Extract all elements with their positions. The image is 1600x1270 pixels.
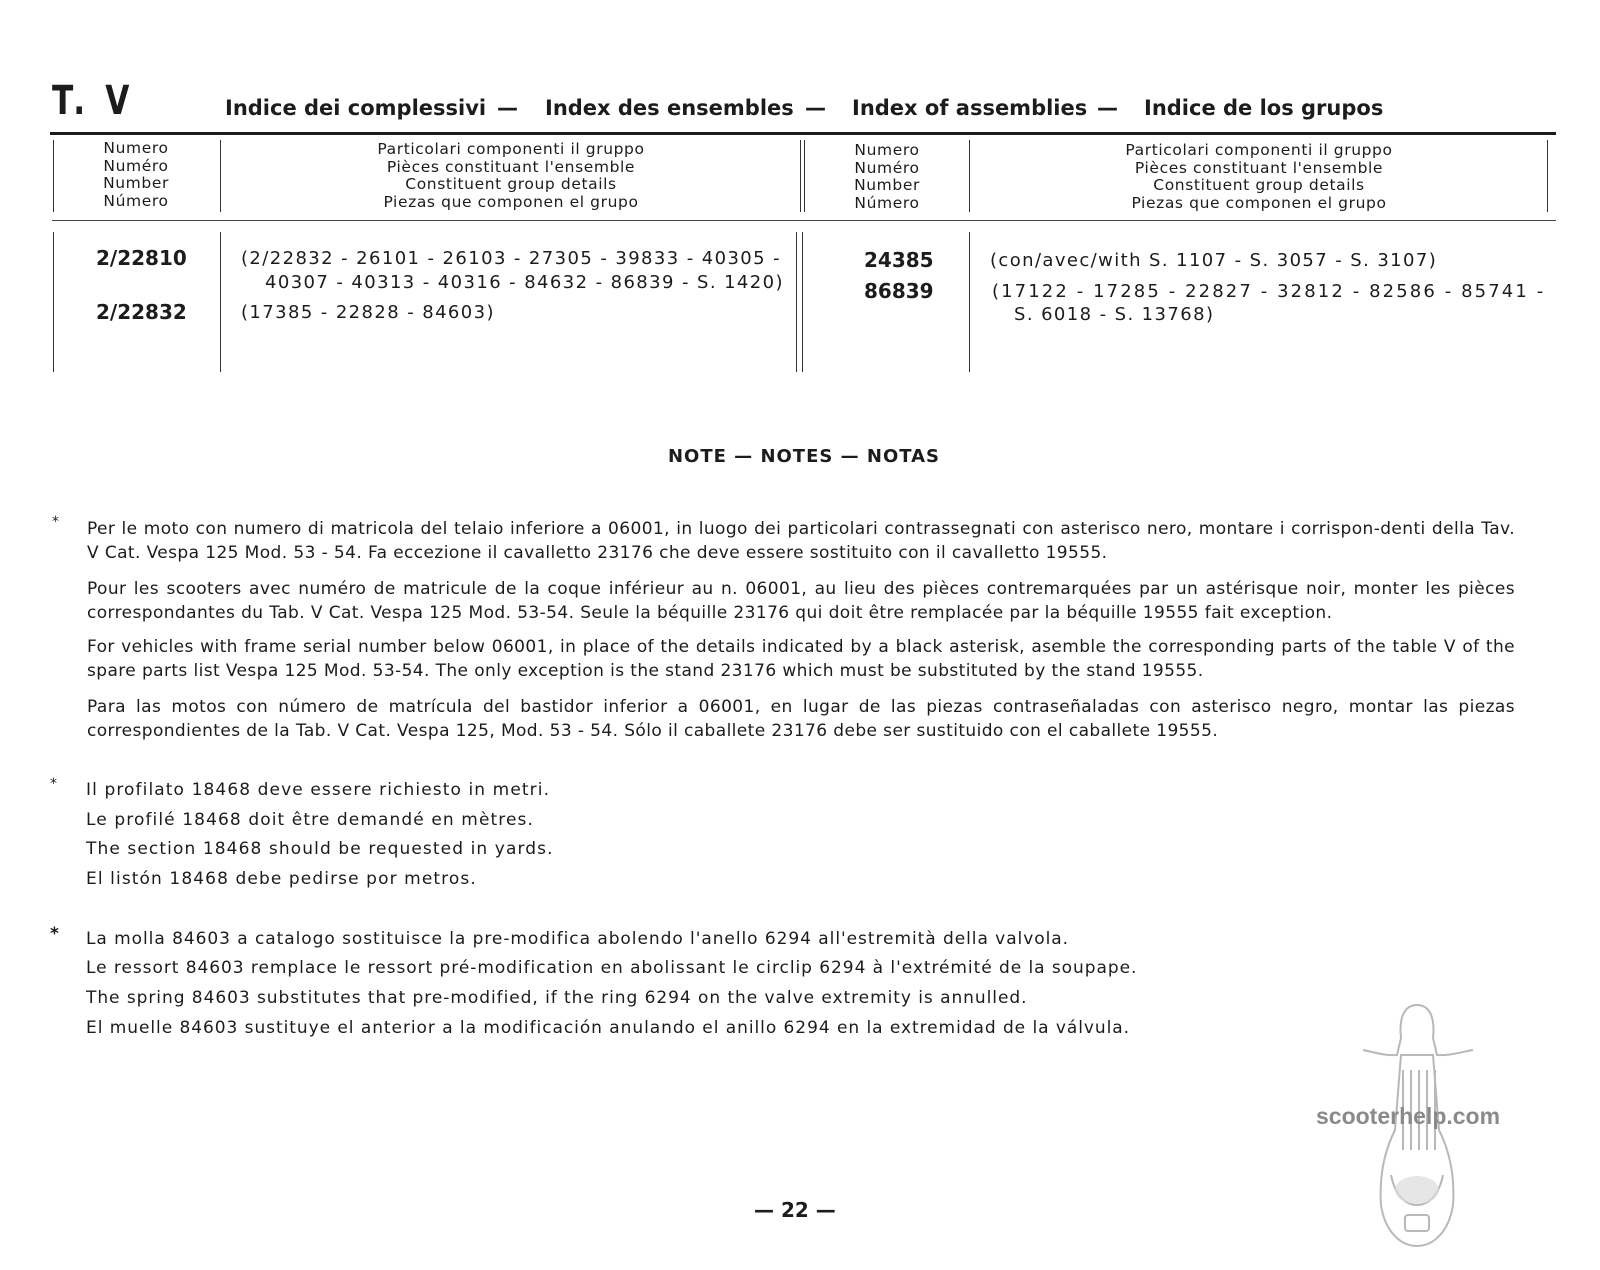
title-dash: — <box>805 96 826 120</box>
column-divider <box>804 140 805 212</box>
note-line: The section 18468 should be requested in yards. <box>86 839 554 859</box>
assembly-number: 24385 <box>864 248 934 272</box>
note-line: El muelle 84603 sustituye el anterior a la modificación anulando el anillo 6294 en la extremidad de la válvula. <box>86 1018 1131 1038</box>
assembly-parts: 40307 - 40313 - 40316 - 84632 - 86839 - S. 1420) <box>265 272 784 293</box>
title-dash: — <box>1097 96 1118 120</box>
heading-line: Numero <box>103 139 169 157</box>
column-divider <box>53 140 54 212</box>
heading-line: Número <box>103 191 169 210</box>
notes-title: NOTE — NOTES — NOTAS <box>667 446 941 467</box>
note-line: The spring 84603 substitutes that pre-modified, if the ring 6294 on the valve extremity is annulled. <box>86 988 1028 1008</box>
column-divider <box>53 232 54 372</box>
assembly-parts: (17385 - 22828 - 84603) <box>241 302 495 323</box>
heading-line: Particolari componenti il gruppo <box>1125 141 1393 159</box>
heading-line: Particolari componenti il gruppo <box>377 140 645 158</box>
number-column-header <box>810 142 964 212</box>
column-divider <box>220 140 221 212</box>
heading-line: Pièces constituant l'ensemble <box>1134 158 1384 177</box>
note-line: Il profilato 18468 deve essere richiesto in metri. <box>86 780 551 800</box>
assembly-parts: (con/avec/with S. 1107 - S. 3057 - S. 3107) <box>990 250 1438 271</box>
asterisk-marker: * <box>50 924 59 944</box>
note-paragraph: Para las motos con número de matrícula del bastidor inferior a 06001, en lugar de las piezas contraseñaladas con asterisco negro, montar las piezas correspondientes de la Tab. V Cat. Vespa 125, Mod. 53 - 54. Sólo il caballete 23176 debe ser sustituido con el caballete 19555. <box>87 697 1515 741</box>
heading-line: Piezas que componen el grupo <box>383 192 639 211</box>
title-dash: — <box>497 96 518 120</box>
column-divider <box>800 140 801 212</box>
heading-line: Numero <box>854 141 920 159</box>
assembly-parts: S. 6018 - S. 13768) <box>1014 304 1215 325</box>
note-line: Le profilé 18468 doit être demandé en mètres. <box>86 810 535 830</box>
header-rule <box>50 132 1556 135</box>
note-line: La molla 84603 a catalogo sostituisce la pre-modifica abolendo l'anello 6294 all'estremità della valvola. <box>86 929 1069 949</box>
title-italian: Indice dei complessivi <box>225 96 487 120</box>
note-paragraph: For vehicles with frame serial number below 06001, in place of the details indicated by a black asterisk, asemble the corresponding parts of the table V of the spare parts list Vespa 125 Mod. 53-54. The only exception is the stand 23176 which must be substituted by the stand 19555. <box>87 637 1515 681</box>
heading-line: Number <box>854 176 920 194</box>
note-line: Le ressort 84603 remplace le ressort pré-modification en abolissant le circlip 6294 à l'extrémité de la soupape. <box>86 958 1138 978</box>
heading-line: Numéro <box>854 158 920 177</box>
assembly-parts: (17122 - 17285 - 22827 - 32812 - 82586 - 85741 - <box>992 281 1546 302</box>
heading-line: Pièces constituant l'ensemble <box>386 157 636 176</box>
table-id: T. V <box>52 78 135 124</box>
note-paragraph: Per le moto con numero di matricola del telaio inferiore a 06001, in luogo dei particolari contrassegnati con asterisco nero, montare i corrispon-denti della Tav. V Cat. Vespa 125 Mod. 53 - 54. Fa eccezione il cavalletto 23176 che deve essere sostituito con il cavalletto 19555. <box>87 519 1515 563</box>
heading-line: Constituent group details <box>405 175 617 193</box>
title-english: Index of assemblies <box>852 96 1088 120</box>
heading-line: Número <box>854 193 920 212</box>
assembly-number: 2/22832 <box>96 300 187 324</box>
assembly-number: 2/22810 <box>96 246 187 270</box>
note-line: El listón 18468 debe pedirse por metros. <box>86 869 477 889</box>
column-divider <box>969 232 970 372</box>
watermark: scooterhelp.com <box>1316 1103 1501 1129</box>
heading-line: Constituent group details <box>1153 176 1365 194</box>
title-french: Index des ensembles <box>545 96 794 120</box>
table-header-rule <box>52 220 1556 221</box>
column-divider <box>796 232 797 372</box>
details-column-header <box>226 141 796 211</box>
assembly-number: 86839 <box>864 279 934 303</box>
number-column-header <box>60 140 212 210</box>
asterisk-marker: * <box>50 776 57 792</box>
column-divider <box>802 232 803 372</box>
heading-line: Piezas que componen el grupo <box>1131 193 1387 212</box>
heading-line: Numéro <box>103 156 169 175</box>
heading-line: Number <box>103 174 169 192</box>
title-spanish: Indice de los grupos <box>1144 96 1384 120</box>
column-divider <box>220 232 221 372</box>
assembly-parts: (2/22832 - 26101 - 26103 - 27305 - 39833 - 40305 - <box>241 248 782 269</box>
note-paragraph: Pour les scooters avec numéro de matricule de la coque inférieur au n. 06001, au lieu des pièces contremarquées par un astérisque noir, monter les pièces correspondantes du Tab. V Cat. Vespa 125 Mod. 53-54. Seule la béquille 23176 qui doit être remplacée par la béquille 19555 fait exception. <box>87 579 1515 623</box>
page-number: — 22 — <box>754 1198 836 1222</box>
asterisk-marker: * <box>52 514 59 530</box>
column-divider <box>969 140 970 212</box>
column-divider <box>1547 140 1548 212</box>
details-column-header <box>976 142 1542 212</box>
